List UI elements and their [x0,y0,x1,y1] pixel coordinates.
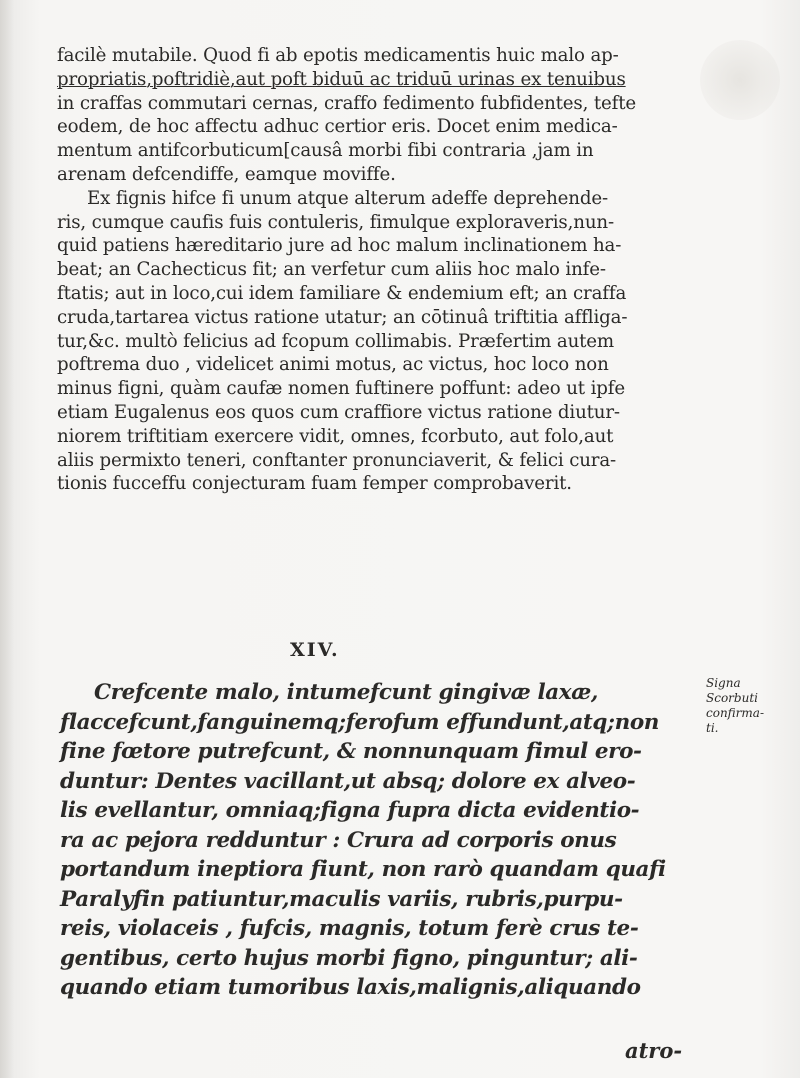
section-number: XIV. [290,639,340,661]
text-line: facilè mutabile. Quod fi ab epotis medicamentis huic malo ap- [57,45,619,66]
italic-line: Paralyfin patiuntur,maculis variis, rubris,purpu- [60,886,623,912]
catchword: atro- [625,1038,683,1063]
text-line: etiam Eugalenus eos quos cum craffiore victus ratione diutur- [57,401,620,423]
text-line: ris, cumque caufis fuis contuleris, fimulque exploraveris,nun- [57,211,614,233]
text-line: minus figni, quàm caufæ nomen fuftinere poffunt: adeo ut ipfe [57,378,625,400]
italic-line: duntur: Dentes vacillant,ut absq; dolore ex alveo- [60,768,636,794]
text-line [57,568,737,592]
text-line: cruda,tartarea victus ratione utatur; an cōtinuâ triftitia affliga- [57,306,628,328]
margin-note-line: ti. [706,721,719,735]
italic-line: portandum ineptiora fiunt, non rarò quandam quafi [60,857,666,882]
text-line: mentum antifcorbuticum[causâ morbi fibi contraria ,jam in [57,140,594,162]
text-line: eodem, de hoc affectu adhuc certior eris. Docet enim medica- [57,116,618,138]
margin-note-line: Scorbuti [706,691,758,705]
text-line: aliis permixto teneri, conftanter pronunciaverit, & felici cura- [57,449,617,471]
text-line [57,520,737,544]
margin-note-line: confirma- [706,706,765,720]
italic-line: flaccefcunt,fanguinemq;ferofum effundunt,atq;non [60,709,659,735]
text-line: niorem triftitiam exercere vidit, omnes, fcorbuto, aut folo,aut [57,425,614,447]
text-line [57,496,737,520]
text-line: quid patiens hæreditario jure ad hoc malum inclinationem ha- [57,235,622,257]
text-line [57,591,737,615]
margin-note [706,676,796,736]
italic-line: ra ac pejora redduntur : Crura ad corporis onus [60,827,617,853]
margin-note-line: Signa [706,676,741,690]
italic-line: reis, violaceis , fufcis, magnis, totum ferè crus te- [60,916,639,941]
text-line: Ex fignis hifce fi unum atque alterum adeffe deprehende- [87,187,608,209]
text-line: in craffas commutari cernas, craffo fedimento fubfidentes, tefte [57,92,636,114]
italic-line [60,1003,710,1033]
italic-line: gentibus, certo hujus morbi figno, pinguntur; ali- [60,945,638,971]
body-paragraphs [57,44,737,615]
text-line: poftrema duo , videlicet animi motus, ac victus, hoc loco non [57,354,609,376]
text-line: tur,&c. multò felicius ad fcopum collimabis. Præfertim autem [57,330,615,352]
italic-paragraph [60,678,710,1032]
text-line: arenam defcendiffe, eamque moviffe. [57,163,396,185]
italic-line: quando etiam tumoribus laxis,malignis,aliquando [60,975,641,1000]
text-line: propriatis,poftridiè,aut poft biduū ac triduū urinas ex tenuibus [57,68,626,90]
italic-line: fine fœtore putrefcunt, & nonnunquam fimul ero- [60,739,642,764]
text-line: tionis fucceffu conjecturam fuam femper comprobaverit. [57,473,572,495]
text-line: ftatis; aut in loco,cui idem familiare & endemium eft; an craffa [57,282,627,304]
italic-line: lis evellantur, omniaq;figna fupra dicta evidentio- [60,798,640,823]
italic-line: Crefcente malo, intumefcunt gingivæ laxæ, [94,680,598,705]
text-line: beat; an Cachecticus fit; an verfetur cum aliis hoc malo infe- [57,259,606,281]
text-line [57,544,737,568]
gutter-shadow [0,0,14,1078]
